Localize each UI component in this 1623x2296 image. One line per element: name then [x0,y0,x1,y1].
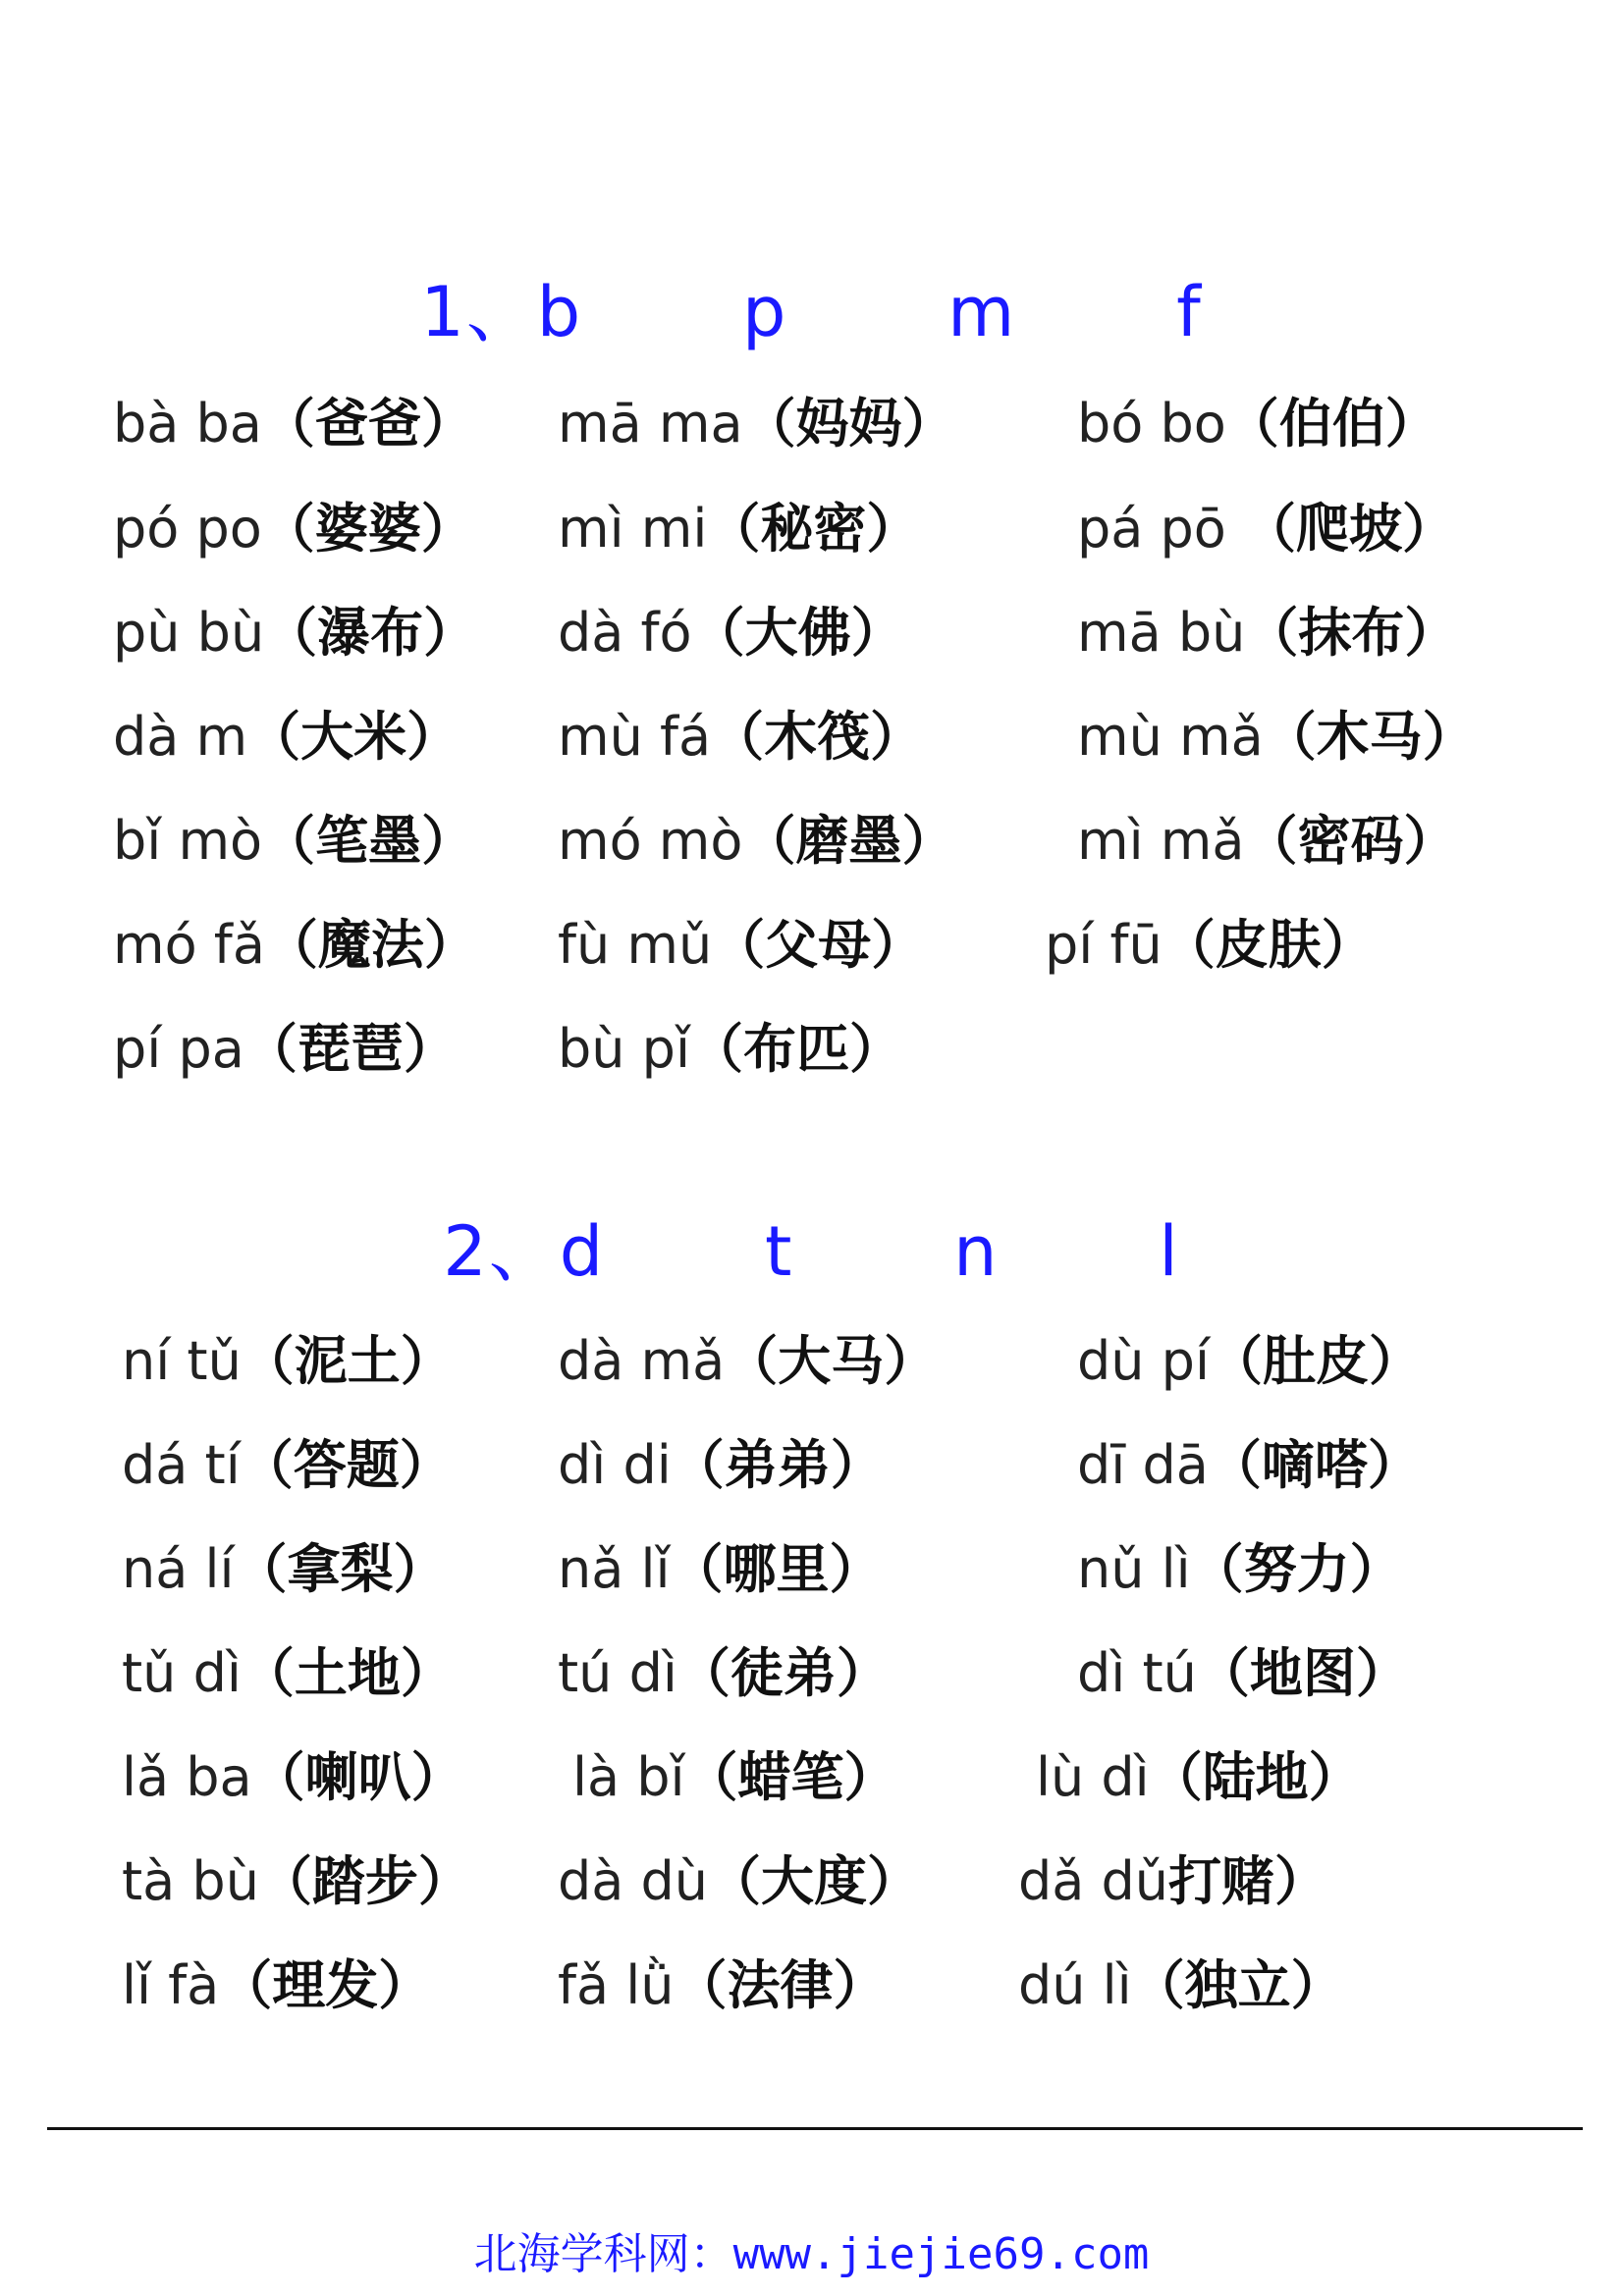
pinyin: lù dì [1036,1746,1150,1808]
pinyin: mì mǎ [1077,810,1245,872]
hanzi: （大马） [725,1330,938,1392]
entry-2-19 [122,1954,432,2016]
footer-site-name: 北海学科网： [473,2229,733,2279]
pinyin: mó mò [558,810,743,872]
section-1-title: 1、b p m f [420,272,1203,352]
pinyin: dà dù [558,1850,709,1912]
pinyin: dù pí [1077,1330,1210,1392]
hanzi: （密码） [1244,810,1457,872]
pinyin: bó bo [1077,393,1226,454]
pinyin: dá tí [122,1434,241,1496]
hanzi: （弟弟） [671,1434,884,1496]
hanzi: （陆地） [1149,1746,1362,1808]
entry-2-15 [1036,1746,1362,1808]
entry-1-18 [1045,914,1375,976]
pinyin: nǔ lì [1077,1538,1191,1600]
entry-2-14 [572,1746,897,1808]
hanzi: （爬坡） [1243,498,1456,560]
pinyin: lǎ ba [122,1746,252,1808]
entry-2-01 [122,1330,454,1392]
hanzi: （父母） [712,914,925,976]
pinyin: là bǐ [572,1746,685,1808]
hanzi: 打赌） [1168,1850,1328,1912]
hanzi: （拿梨） [234,1538,447,1600]
hanzi: （伯伯） [1225,393,1438,454]
pinyin: dì tú [1077,1642,1197,1704]
pinyin: dì di [558,1434,672,1496]
pinyin: pó po [113,498,262,560]
pinyin: pá pō [1077,498,1244,560]
entry-1-07 [113,602,477,664]
entry-2-10 [122,1642,454,1704]
entry-1-08 [558,602,904,664]
hanzi: （磨墨） [742,810,955,872]
pinyin: mó fǎ [113,914,265,976]
section-2-title: 2、d t n l [443,1211,1180,1292]
hanzi: （地图） [1196,1642,1409,1704]
entry-1-09 [1077,602,1458,664]
hanzi: （魔法） [264,914,477,976]
pinyin: dī dā [1077,1434,1209,1496]
pinyin: fǎ lǜ [558,1954,675,2016]
hanzi: （瀑布） [264,602,477,664]
entry-1-20 [558,1018,902,1080]
hanzi: （喇叭） [251,1746,464,1808]
pinyin: bà ba [113,393,262,454]
entry-2-08 [558,1538,883,1600]
entry-2-21 [1018,1954,1344,2016]
entry-2-05 [558,1434,884,1496]
entry-2-03 [1077,1330,1422,1392]
pinyin: bù pǐ [558,1018,690,1080]
entry-2-04 [122,1434,453,1496]
entry-2-12 [1077,1642,1409,1704]
entry-1-05 [558,498,920,560]
hanzi: （木筏） [711,706,924,768]
hanzi: （踏步） [258,1850,471,1912]
pinyin: pí fū [1045,914,1163,976]
entry-1-15 [1077,810,1457,872]
pinyin: pù bù [113,602,265,664]
pinyin: mù mǎ [1077,706,1264,768]
entry-1-04 [113,498,474,560]
pinyin: fù mǔ [558,914,713,976]
entry-1-16 [113,914,477,976]
hanzi: （婆婆） [261,498,474,560]
footer-url-link[interactable]: www.jiejie69.com [732,2229,1150,2279]
entry-1-13 [113,810,475,872]
hanzi: （笔墨） [262,810,475,872]
entry-2-11 [558,1642,890,1704]
hanzi: （琵琶） [243,1018,457,1080]
pinyin: pí pa [113,1018,244,1080]
entry-1-03 [1077,393,1438,454]
pinyin: ná lí [122,1538,235,1600]
entry-2-17 [558,1850,921,1912]
pinyin: dà mǎ [558,1330,726,1392]
entry-1-17 [558,914,925,976]
entry-1-01 [113,393,474,454]
hanzi: （努力） [1190,1538,1403,1600]
entry-2-06 [1077,1434,1421,1496]
footer-divider [47,2127,1583,2130]
hanzi: （理发） [219,1954,432,2016]
entry-1-10 [113,706,460,768]
entry-1-11 [558,706,924,768]
hanzi: （抹布） [1245,602,1458,664]
pinyin: mù fá [558,706,712,768]
hanzi: （蜡笔） [684,1746,897,1808]
pinyin: mā bù [1077,602,1246,664]
hanzi: （皮肤） [1162,914,1375,976]
hanzi: （法律） [674,1954,887,2016]
pinyin: mā ma [558,393,743,454]
entry-2-02 [558,1330,938,1392]
hanzi: （哪里） [670,1538,883,1600]
entry-2-18 [1018,1850,1328,1912]
hanzi: （木马） [1263,706,1476,768]
pinyin: dǎ dǔ [1018,1850,1169,1912]
hanzi: （妈妈） [742,393,955,454]
hanzi: （大度） [708,1850,921,1912]
entry-2-16 [122,1850,471,1912]
entry-2-07 [122,1538,447,1600]
hanzi: （大米） [247,706,460,768]
pinyin: bǐ mò [113,810,263,872]
entry-1-02 [558,393,955,454]
pinyin: tǔ dì [122,1642,242,1704]
hanzi: （泥土） [241,1330,454,1392]
hanzi: （肚皮） [1209,1330,1422,1392]
hanzi: （独立） [1131,1954,1344,2016]
hanzi: （土地） [241,1642,454,1704]
entry-2-20 [558,1954,887,2016]
pinyin: lǐ fà [122,1954,220,2016]
pinyin: tà bù [122,1850,259,1912]
entry-2-13 [122,1746,464,1808]
hanzi: （答题） [240,1434,453,1496]
footer [0,2229,1623,2279]
pinyin: tú dì [558,1642,677,1704]
hanzi: （大佛） [691,602,904,664]
hanzi: （布匹） [689,1018,902,1080]
hanzi: （秘密） [707,498,920,560]
hanzi: （爸爸） [261,393,474,454]
pinyin: dú lì [1018,1954,1132,2016]
pinyin: ní tǔ [122,1330,242,1392]
hanzi: （嘀嗒） [1208,1434,1421,1496]
pinyin: dà m [113,706,248,768]
entry-1-06 [1077,498,1456,560]
pinyin: mì mi [558,498,708,560]
entry-1-19 [113,1018,457,1080]
pinyin: nǎ lǐ [558,1538,671,1600]
entry-2-09 [1077,1538,1403,1600]
entry-1-14 [558,810,955,872]
hanzi: （徒弟） [676,1642,890,1704]
pinyin: dà fó [558,602,692,664]
entry-1-12 [1077,706,1476,768]
